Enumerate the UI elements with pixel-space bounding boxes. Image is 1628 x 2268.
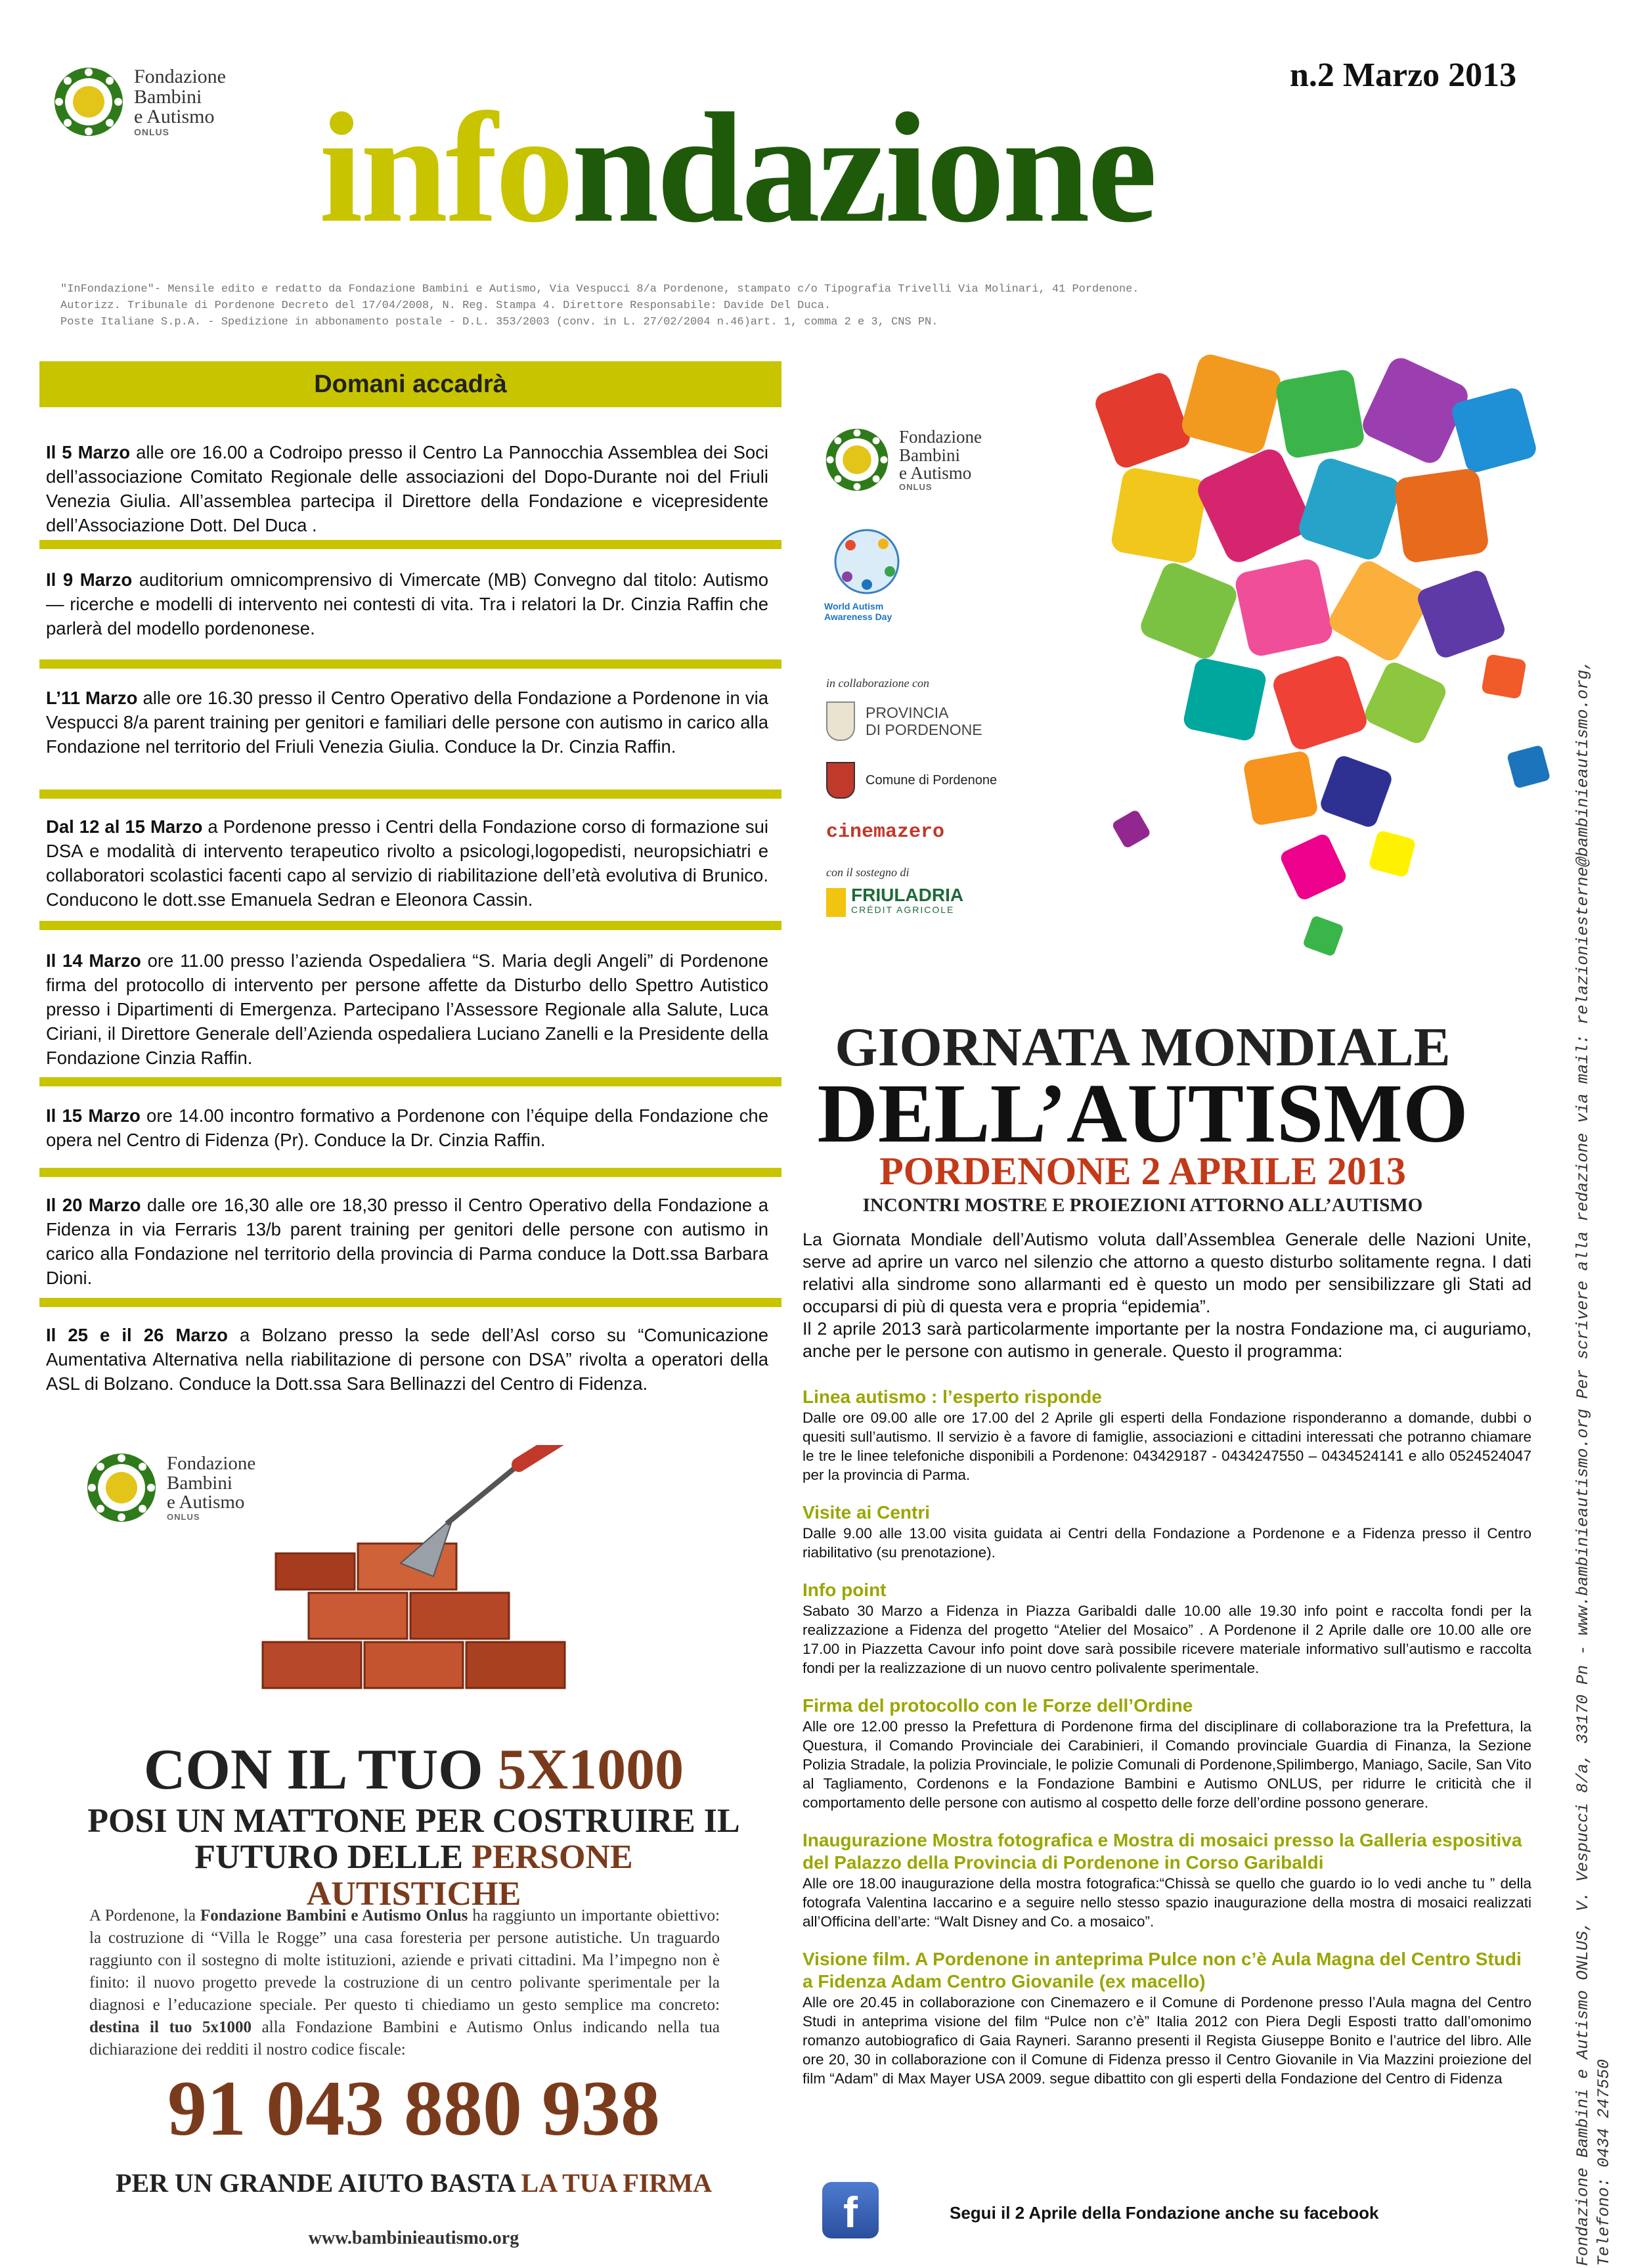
contact-sidebar: Fondazione Bambini e Autismo ONLUS, V. Vespucci 8/a, 33170 Pn - www.bambinieautismo.org Per scrivere alla redazione via mail: relazioniesterne@bambinieautismo.org, xyxy=(1573,659,1593,2266)
friuladria-icon xyxy=(826,888,846,917)
imprint-line: Autorizz. Tribunale di Pordenone Decreto del 17/04/2008, N. Reg. Stampa 4. Direttore Responsabile: Davide Del Duca. xyxy=(60,300,831,312)
agenda-event xyxy=(46,814,768,912)
event-date: Il 25 e il 26 Marzo xyxy=(46,1325,228,1345)
ad-headline xyxy=(85,1738,742,1802)
agenda-divider xyxy=(39,659,781,669)
bricks-trowel-illustration-icon xyxy=(236,1445,604,1721)
event-date: Dal 12 al 15 Marzo xyxy=(46,816,203,837)
event-text: a Pordenone presso i Centri della Fondazione corso di formazione sui DSA e modalità di intervento terapeutico rivolto a psicologi,logopedisti, neuropsichiatri e collaboratori scolastici facenti capo al servizio di riabilitazione dell’età evolutiva di Brunico. Conducono le dott.sse Emanuela Sedran e Eleonora Cassin. xyxy=(46,816,768,910)
ad-website[interactable]: www.bambinieautismo.org xyxy=(308,2228,519,2248)
imprint-line: Poste Italiane S.p.A. - Spedizione in abbonamento postale - D.L. 353/2003 (conv. in L. 27/02/2004 n.46)art. 1, comma 2 e 3, CNS PN. xyxy=(60,316,938,328)
imprint-line: "InFondazione"- Mensile edito e redatto da Fondazione Bambini e Autismo, Via Vespucci 8/a Pordenone, stampato c/o Tipografia Trivelli Via Molinari, 41 Pordenone. xyxy=(60,283,1139,296)
event-text: auditorium omnicomprensivo di Vimercate (MB) Convegno dal titolo: Autismo — ricerche e modelli di intervento nei contesti di vita. Tra i relatori la Dr. Cinzia Raffin che parlerà del modello pordenonese. xyxy=(46,569,768,638)
logo-line1: Fondazione xyxy=(899,427,982,447)
agenda-event xyxy=(46,1323,768,1396)
ad-footer xyxy=(85,2169,742,2198)
logo-line2: Bambini xyxy=(134,85,202,108)
program-item-body: Alle ore 18.00 inaugurazione della mostra fotografica:“Chissà se quello che guardo io lo vedi anche tu ” della fotografa Valentina Iaccarino e a seguire nello stesso spazio inaugurazione della mostra di mosaici realizzati all’Officina dell’arte: “Walt Disney and Co. a mosaico”. xyxy=(803,1875,1531,1930)
ad-body xyxy=(89,1905,720,2061)
header-logo xyxy=(53,66,226,138)
logo-line3: e Autismo xyxy=(167,1492,245,1513)
program-item xyxy=(803,1501,1531,1562)
comune-crest-icon xyxy=(826,762,855,799)
article-intro xyxy=(803,1228,1531,1362)
ad-subheadline-highlight: PERSONE AUTISTICHE xyxy=(306,1838,633,1913)
event-text: alle ore 16.00 a Codroipo presso il Centro La Pannocchia Assemblea dei Soci dell’associazione Comitato Regionale delle associazioni del Dopo-Durante noi del Friuli Venezia Giulia. All’assemblea partecipa il Direttore della Fondazione e vicepresidente dell’Associazione Dott. Del Duca . xyxy=(46,442,769,535)
ad-headline-5x1000: 5X1000 xyxy=(497,1738,684,1802)
support-label: con il sostegno di xyxy=(826,866,910,879)
program-item-title: Visione film. A Pordenone in anteprima Pulce non c’è Aula Magna del Centro Studi a Fidenza Adam Centro Giovanile (ex macello) xyxy=(803,1949,1522,1991)
masthead-ndazione: ndazione xyxy=(571,80,1155,255)
ad-subheadline2 xyxy=(85,1839,742,1913)
cinemazero-logo: cinemazero xyxy=(826,821,945,843)
foundation-logo-icon xyxy=(53,66,125,138)
agenda-event xyxy=(46,440,768,537)
agenda-title: Domani accadrà xyxy=(39,361,781,407)
event-date: Il 20 Marzo xyxy=(46,1195,141,1215)
logo-line3: e Autismo xyxy=(899,463,972,483)
logo-text xyxy=(134,67,226,137)
issue-label: n.2 Marzo 2013 xyxy=(1290,56,1517,94)
agenda-event xyxy=(46,1103,768,1152)
ad-body-part: alla Fondazione Bambini e Autismo Onlus indicando nella tua dichiarazione dei redditi il nostro codice fiscale: xyxy=(89,2018,720,2058)
program-item-title: Linea autismo : l’esperto risponde xyxy=(803,1387,1102,1407)
logo-line2: Bambini xyxy=(899,445,960,465)
provincia-line1: PROVINCIA xyxy=(866,704,949,721)
friuladria-line2: CRÉDIT AGRICOLE xyxy=(851,904,955,915)
program-item xyxy=(803,1386,1531,1484)
event-text: ore 11.00 presso l’azienda Ospedaliera “S. Maria degli Angeli” di Pordenone firma del protocollo di intervento per persone affette da Disturbo dello Spettro Autistico presso i Dipartimenti di Emergenza. Partecipano l’Assessore Regionale alla Salute, Luca Ciriani, il Direttore Generale dell’Azienda ospedaliera Luciano Zanelli e la Presidente della Fondazione Cinzia Raffin. xyxy=(46,950,768,1068)
world-autism-day-logo-icon xyxy=(824,525,910,622)
agenda-divider xyxy=(39,1168,781,1177)
agenda-event xyxy=(46,567,768,640)
masthead xyxy=(319,80,1155,255)
ad-subheadline-part: FUTURO DELLE xyxy=(194,1838,472,1876)
ad-body-part: A Pordenone, la xyxy=(89,1907,200,1924)
poster-title-line1: GIORNATA MONDIALE xyxy=(835,1017,1451,1078)
poster-title-line2: DELL’AUTISMO xyxy=(817,1067,1468,1160)
agenda-event xyxy=(46,686,768,759)
agenda-divider xyxy=(39,921,781,930)
agenda-divider xyxy=(39,540,781,549)
program-item-body: Alle ore 20.45 in collaborazione con Cinemazero e il Comune di Pordenone presso l’Aula magna del Centro Studi in anteprima visione del film “Pulce non c’è” Italia 2012 con Piera Degli Esposti tratto dall’omonimo romanzo autobiografico di Gaia Rayneri. Saranno presenti il Regista Giuseppe Bonito e l’autrice del libro. Alle ore 20, 30 in collaborazione con il Comune di Fidenza presso il Centro Giovanile in Via Mazzini proiezione del film “Adam” di Max Mayer USA 2009. segue dibattito con gli esperti della Fondazione del Centro di Fidenza xyxy=(803,1994,1531,2087)
logo-line2: Bambini xyxy=(167,1472,232,1494)
event-text: dalle ore 16,30 alle ore 18,30 presso il Centro Operativo della Fondazione a Fidenza in via Ferraris 13/b parent training per genitori delle persone con autismo in carico alla Fondazione nel territorio della provincia di Parma conduce la Dott.ssa Barbara Dioni. xyxy=(46,1195,768,1288)
facebook-icon[interactable]: f xyxy=(822,2182,879,2238)
ad-logo xyxy=(85,1452,255,1524)
ad-headline-part: CON IL TUO xyxy=(143,1738,498,1802)
provincia-pordenone-logo xyxy=(826,701,982,741)
program-item-body: Alle ore 12.00 presso la Prefettura di Pordenone firma del disciplinare di collaborazione tra la Prefettura, la Questura, il Comando Provinciale dei Carabinieri, il Comando provinciale Guardia di Finanza, la Sezione Polizia Stradale, la polizia Provinciale, le polizie Comunali di Pordenone,Spilimbergo, Maniago, Sacile, San Vito al Tagliamento, Cordenons e la Fondazione Bambini e Autismo ONLUS, per ridurre le criticità che il comportamento delle persone con autismo al cospetto delle forze dell’ordine possono generare. xyxy=(803,1718,1531,1811)
imprint xyxy=(60,281,1479,330)
crest-icon xyxy=(826,701,855,741)
event-text: a Bolzano presso la sede dell’Asl corso su “Comunicazione Aumentativa Alternativa nella riabilitazione di persone con DSA” rivolta a operatori della ASL di Bolzano. Conduce la Dott.ssa Sara Bellinazzi del Centro di Fidenza. xyxy=(46,1325,768,1394)
program-item-title: Firma del protocollo con le Forze dell’Ordine xyxy=(803,1695,1193,1716)
program-item-body: Sabato 30 Marzo a Fidenza in Piazza Garibaldi dalle 10.00 alle 19.30 info point e raccolta fondi per la realizzazione a Fidenza del progetto “Atelier del Mosaico” . A Pordenone il 2 Aprile dalle ore 10.00 alle ore 17.00 in Piazzetta Cavour info point dove sarà possibile ricevere materiale informativo sull’autismo e raccolta fondi per la realizzazione di un nuovo centro polivalente sperimentale. xyxy=(803,1603,1531,1676)
foundation-logo-icon xyxy=(85,1452,158,1524)
wad-label: World Autism Awareness Day xyxy=(824,601,892,622)
logo-onlus: ONLUS xyxy=(134,126,169,137)
program-item-body: Dalle 9.00 alle 13.00 visita guidata ai Centri della Fondazione a Pordenone e a Fidenza presso il Centro riabilitativo (su prenotazione). xyxy=(803,1525,1531,1561)
logo-line1: Fondazione xyxy=(167,1453,256,1474)
event-text: ore 14.00 incontro formativo a Pordenone con l’équipe della Fondazione che opera nel Centro di Fidenza (Pr). Conduce la Dr. Cinzia Raffin. xyxy=(46,1105,768,1150)
masthead-info: info xyxy=(319,80,572,255)
collab-label: in collaborazione con xyxy=(826,677,929,690)
agenda-event xyxy=(46,948,768,1070)
event-date: Il 5 Marzo xyxy=(46,442,131,462)
agenda-event xyxy=(46,1193,768,1290)
program-list xyxy=(803,1386,1531,2105)
friuladria-line1: FRIULADRIA xyxy=(851,885,964,905)
ad-subheadline: POSI UN MATTONE PER COSTRUIRE IL xyxy=(87,1802,740,1840)
event-date: Il 15 Marzo xyxy=(46,1105,141,1126)
agenda-divider xyxy=(39,1077,781,1086)
program-item-body: Dalle ore 09.00 alle ore 17.00 del 2 Aprile gli esperti della Fondazione risponderanno a domande, dubbi o quesiti sull’autismo. Il servizio è a favore di famiglie, associazioni e cittadini interessati che potranno chiamare le tre le linee telefoniche disponibili a Pordenone: 043429187 - 0434247550 – 0434524141 e allo 0524524047 per la provincia di Parma. xyxy=(803,1410,1531,1483)
logo-text xyxy=(899,428,982,491)
logo-line1: Fondazione xyxy=(134,65,226,87)
ad-tax-code: 91 043 880 938 xyxy=(167,2064,660,2152)
intro-paragraph: Il 2 aprile 2013 sarà particolarmente importante per la nostra Fondazione ma, ci auguriamo, anche per le persone con autismo in generale. Questo il programma: xyxy=(803,1319,1531,1361)
poster-title-line3: PORDENONE 2 APRILE 2013 xyxy=(879,1149,1406,1193)
ad-body-part: ha raggiunto un importante obiettivo: la costruzione di “Villa le Rogge” una casa foresteria per persone autistiche. Un traguardo raggiunto con il sostegno di molte istituzioni, aziende e privati cittadini. Ma l’impegno non è finito: il nuovo progetto prevede la costruzione di un centro polivante sperimentale per la diagnosi e l’educazione speciale. Per questo ti chiediamo un gesto semplice ma concreto: xyxy=(89,1907,720,2014)
program-item-title: Inaugurazione Mostra fotografica e Mostra di mosaici presso la Galleria espositiva del Palazzo della Provincia di Pordenone in Corso Garibaldi xyxy=(803,1830,1522,1873)
event-date: Il 14 Marzo xyxy=(46,950,141,971)
poster-title-line4: INCONTRI MOSTRE E PROIEZIONI ATTORNO ALL’AUTISMO xyxy=(862,1195,1423,1216)
logo-onlus: ONLUS xyxy=(899,481,933,492)
agenda-divider xyxy=(39,789,781,799)
program-item xyxy=(803,1695,1531,1812)
logo-onlus: ONLUS xyxy=(167,1511,200,1522)
comune-label: Comune di Pordenone xyxy=(866,772,998,788)
provincia-line2: DI PORDENONE xyxy=(866,721,982,738)
program-item xyxy=(803,1579,1531,1678)
ad-footer-highlight: LA TUA FIRMA xyxy=(521,2168,712,2198)
comune-pordenone-logo xyxy=(826,762,997,799)
foundation-logo-icon xyxy=(824,427,890,493)
facebook-follow-text: Segui il 2 Aprile della Fondazione anche su facebook xyxy=(950,2203,1379,2223)
ad-body-strong: Fondazione Bambini e Autismo Onlus xyxy=(200,1907,468,1924)
puzzle-pieces-illustration-icon xyxy=(1090,355,1550,998)
program-item-title: Info point xyxy=(803,1580,887,1600)
program-item-title: Visite ai Centri xyxy=(803,1502,931,1523)
program-item xyxy=(803,1829,1531,1931)
poster-logo xyxy=(824,427,982,493)
ad-body-strong: destina il tuo 5x1000 xyxy=(89,2018,252,2036)
agenda-divider xyxy=(39,1298,781,1307)
logo-line3: e Autismo xyxy=(134,106,215,128)
friuladria-logo xyxy=(826,885,964,917)
event-date: Il 9 Marzo xyxy=(46,569,133,590)
event-text: alle ore 16.30 presso il Centro Operativo della Fondazione a Pordenone in via Vespucci 8/a parent training per genitori e familiari delle persone con autismo in carico alla Fondazione nel territorio del Friuli Venezia Giulia. Conduce la Dr. Cinzia Raffin. xyxy=(46,688,768,757)
ad-footer-part: PER UN GRANDE AIUTO BASTA xyxy=(116,2168,521,2198)
intro-paragraph: La Giornata Mondiale dell’Autismo voluta dall’Assemblea Generale delle Nazioni Unite, serve ad aprire un varco nel silenzio che attorno a questo disturbo solitamente regna. I dati relativi alla sindrome sono allarmanti ed è questo un modo per sensibilizzare gli Stati ad occuparsi di più di questa vera e propria “epidemia”. xyxy=(803,1230,1531,1316)
contact-phone: Telefono: 0434 247550 xyxy=(1595,2058,1614,2266)
event-date: L’11 Marzo xyxy=(46,688,138,708)
program-item xyxy=(803,1948,1531,2088)
